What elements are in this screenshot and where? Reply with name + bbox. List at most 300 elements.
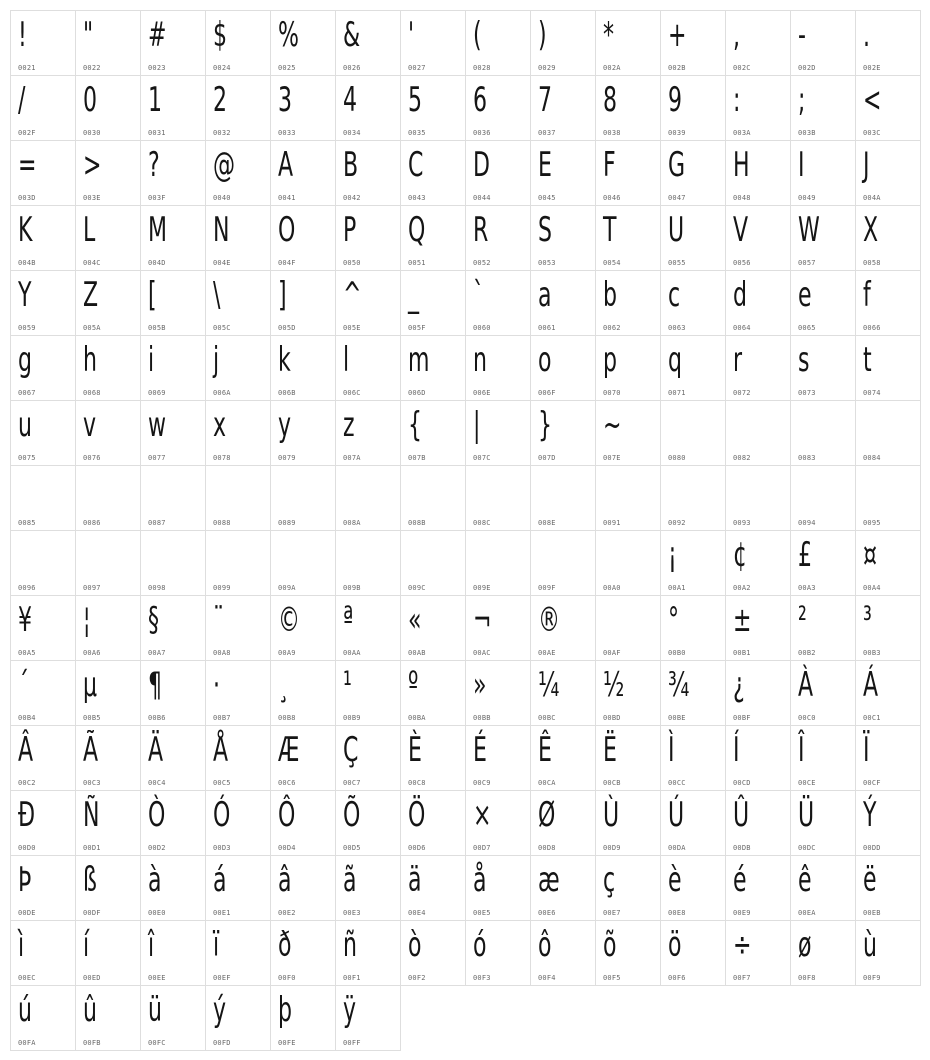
glyph-char: F: [603, 145, 616, 185]
glyph-cell: [466, 11, 531, 76]
glyph-char: c: [668, 275, 681, 315]
glyph-cell: [856, 921, 921, 986]
glyph-cell: [336, 921, 401, 986]
glyph-code: 0055: [668, 259, 686, 267]
glyph-char: å: [473, 860, 487, 900]
glyph-cell: [791, 726, 856, 791]
glyph-code: 00AF: [603, 649, 621, 657]
glyph-char: i: [148, 340, 155, 380]
glyph-char: J: [863, 145, 870, 185]
glyph-char: 0: [83, 80, 98, 120]
glyph-code: 0094: [798, 519, 816, 527]
glyph-cell: [271, 11, 336, 76]
glyph-cell: [596, 206, 661, 271]
glyph-code: 00B1: [733, 649, 751, 657]
glyph-cell: [531, 206, 596, 271]
glyph-char: W: [798, 210, 820, 250]
glyph-cell: [271, 141, 336, 206]
glyph-code: 0086: [83, 519, 101, 527]
glyph-cell: [596, 141, 661, 206]
glyph-cell: [76, 986, 141, 1051]
glyph-char: ]: [278, 275, 287, 315]
glyph-code: 0058: [863, 259, 881, 267]
glyph-char: é: [733, 860, 747, 900]
glyph-char: D: [473, 145, 490, 185]
glyph-code: 0028: [473, 64, 491, 72]
glyph-code: 0065: [798, 324, 816, 332]
glyph-cell: [726, 206, 791, 271]
glyph-char: ª: [343, 600, 354, 640]
glyph-code: 0089: [278, 519, 296, 527]
glyph-code: 00D2: [148, 844, 166, 852]
glyph-cell: [661, 141, 726, 206]
glyph-char: u: [18, 405, 32, 445]
glyph-cell: [141, 856, 206, 921]
glyph-code: 0052: [473, 259, 491, 267]
glyph-char: ¦: [83, 600, 91, 640]
glyph-char: $: [213, 15, 228, 55]
glyph-cell: [596, 76, 661, 141]
glyph-char: ¼: [538, 665, 560, 705]
glyph-char: n: [473, 340, 487, 380]
glyph-cell: [401, 596, 466, 661]
glyph-code: 0033: [278, 129, 296, 137]
glyph-cell: [531, 596, 596, 661]
glyph-cell: [76, 141, 141, 206]
glyph-char: Ë: [603, 730, 617, 770]
glyph-char: Ù: [603, 795, 620, 835]
glyph-code: 00FF: [343, 1039, 361, 1047]
glyph-code: 006B: [278, 389, 296, 397]
glyph-cell: [401, 336, 466, 401]
glyph-char: f: [863, 275, 871, 315]
glyph-cell: [661, 531, 726, 596]
glyph-char: ¿: [733, 665, 745, 705]
glyph-cell: [726, 336, 791, 401]
glyph-code: 00F5: [603, 974, 621, 982]
glyph-char: t: [863, 340, 872, 380]
glyph-code: 00A1: [668, 584, 686, 592]
glyph-cell: [271, 336, 336, 401]
glyph-char: B: [343, 145, 359, 185]
glyph-cell: [466, 336, 531, 401]
glyph-char: g: [18, 340, 32, 380]
glyph-char: ~: [603, 405, 622, 445]
glyph-cell: [76, 336, 141, 401]
glyph-cell: [401, 531, 466, 596]
glyph-cell: [271, 206, 336, 271]
glyph-cell: [856, 466, 921, 531]
glyph-code: 0072: [733, 389, 751, 397]
glyph-code: 00D5: [343, 844, 361, 852]
glyph-cell: [11, 11, 76, 76]
glyph-cell: [466, 856, 531, 921]
glyph-char: ¸: [278, 665, 290, 705]
glyph-cell: [661, 76, 726, 141]
glyph-cell: [271, 986, 336, 1051]
glyph-code: 003A: [733, 129, 751, 137]
glyph-code: 00CA: [538, 779, 556, 787]
glyph-char: _: [408, 275, 420, 315]
glyph-code: 0076: [83, 454, 101, 462]
glyph-cell: [271, 726, 336, 791]
glyph-char: á: [213, 860, 227, 900]
glyph-char: Î: [798, 730, 805, 770]
glyph-cell: [401, 401, 466, 466]
glyph-code: 0036: [473, 129, 491, 137]
glyph-char: ;: [798, 80, 806, 120]
glyph-char: Ó: [213, 795, 231, 835]
glyph-cell: [76, 661, 141, 726]
glyph-code: 00D8: [538, 844, 556, 852]
glyph-char: x: [213, 405, 227, 445]
glyph-cell: [271, 466, 336, 531]
glyph-char: Å: [213, 730, 229, 770]
glyph-char: d: [733, 275, 747, 315]
glyph-code: 00A9: [278, 649, 296, 657]
glyph-code: 00AB: [408, 649, 426, 657]
glyph-cell: [11, 76, 76, 141]
glyph-code: 00F3: [473, 974, 491, 982]
glyph-char: :: [733, 80, 741, 120]
glyph-code: 0045: [538, 194, 556, 202]
glyph-cell: [596, 661, 661, 726]
glyph-cell: [271, 921, 336, 986]
glyph-code: 00BF: [733, 714, 751, 722]
glyph-code: 00CB: [603, 779, 621, 787]
glyph-cell: [726, 76, 791, 141]
glyph-char: ì: [18, 925, 25, 965]
glyph-char: ¤: [863, 535, 878, 575]
glyph-cell: [466, 141, 531, 206]
glyph-cell: [661, 726, 726, 791]
glyph-cell: [726, 271, 791, 336]
glyph-char: S: [538, 210, 552, 250]
glyph-code: 00B0: [668, 649, 686, 657]
glyph-code: 0032: [213, 129, 231, 137]
glyph-char: ø: [798, 925, 812, 965]
glyph-cell: [791, 271, 856, 336]
glyph-code: 00CC: [668, 779, 686, 787]
glyph-code: 00E0: [148, 909, 166, 917]
glyph-cell: [791, 401, 856, 466]
glyph-char: *: [603, 15, 615, 55]
glyph-code: 009C: [408, 584, 426, 592]
glyph-code: 00A0: [603, 584, 621, 592]
glyph-code: 005E: [343, 324, 361, 332]
glyph-cell: [856, 141, 921, 206]
glyph-cell: [661, 336, 726, 401]
glyph-code: 002A: [603, 64, 621, 72]
glyph-cell: [141, 986, 206, 1051]
glyph-cell: [141, 271, 206, 336]
glyph-cell: [726, 661, 791, 726]
glyph-code: 008B: [408, 519, 426, 527]
glyph-code: 0077: [148, 454, 166, 462]
glyph-char: ö: [668, 925, 682, 965]
glyph-code: 0037: [538, 129, 556, 137]
glyph-code: 007D: [538, 454, 556, 462]
glyph-char: 2: [213, 80, 228, 120]
glyph-char: 5: [408, 80, 423, 120]
glyph-char: |: [473, 405, 481, 445]
glyph-cell: [466, 531, 531, 596]
glyph-cell: [206, 531, 271, 596]
glyph-cell: [596, 596, 661, 661]
glyph-cell: [76, 921, 141, 986]
glyph-cell: [271, 856, 336, 921]
glyph-code: 00DA: [668, 844, 686, 852]
glyph-code: 00C9: [473, 779, 491, 787]
glyph-char: «: [408, 600, 422, 640]
glyph-code: 004D: [148, 259, 166, 267]
glyph-cell: [336, 986, 401, 1051]
glyph-code: 00CD: [733, 779, 751, 787]
glyph-char: .: [863, 15, 870, 55]
glyph-code: 0029: [538, 64, 556, 72]
glyph-cell: [336, 856, 401, 921]
glyph-cell: [661, 206, 726, 271]
glyph-code: 00B2: [798, 649, 816, 657]
glyph-char: ä: [408, 860, 422, 900]
glyph-cell: [531, 466, 596, 531]
glyph-code: 0051: [408, 259, 426, 267]
glyph-code: 0084: [863, 454, 881, 462]
glyph-char: 1: [148, 80, 163, 120]
glyph-cell: [531, 401, 596, 466]
glyph-cell: [11, 401, 76, 466]
glyph-code: 00A2: [733, 584, 751, 592]
glyph-char: â: [278, 860, 292, 900]
glyph-cell: [531, 531, 596, 596]
glyph-code: 008C: [473, 519, 491, 527]
glyph-code: 004E: [213, 259, 231, 267]
glyph-code: 0060: [473, 324, 491, 332]
glyph-cell: [76, 271, 141, 336]
glyph-cell: [791, 336, 856, 401]
glyph-code: 004F: [278, 259, 296, 267]
glyph-code: 0031: [148, 129, 166, 137]
glyph-cell: [466, 206, 531, 271]
glyph-code: 00AC: [473, 649, 491, 657]
glyph-code: 0068: [83, 389, 101, 397]
glyph-code: 00CE: [798, 779, 816, 787]
glyph-char: ð: [278, 925, 292, 965]
glyph-code: 0073: [798, 389, 816, 397]
glyph-cell: [206, 271, 271, 336]
glyph-code: 003B: [798, 129, 816, 137]
glyph-code: 00D3: [213, 844, 231, 852]
glyph-cell: [336, 531, 401, 596]
glyph-code: 009A: [278, 584, 296, 592]
glyph-cell: [531, 141, 596, 206]
glyph-cell: [271, 661, 336, 726]
glyph-cell: [856, 11, 921, 76]
glyph-cell: [11, 466, 76, 531]
glyph-code: 00A8: [213, 649, 231, 657]
glyph-cell: [791, 76, 856, 141]
glyph-code: 0095: [863, 519, 881, 527]
glyph-cell: [531, 11, 596, 76]
glyph-char: T: [603, 210, 617, 250]
glyph-cell: [401, 661, 466, 726]
glyph-char: È: [408, 730, 422, 770]
glyph-char: ´: [18, 665, 30, 705]
glyph-code: 00DC: [798, 844, 816, 852]
glyph-code: 00A6: [83, 649, 101, 657]
glyph-cell: [726, 856, 791, 921]
glyph-code: 00C4: [148, 779, 166, 787]
glyph-cell: [401, 271, 466, 336]
glyph-char: Ý: [863, 795, 877, 835]
glyph-cell: [401, 726, 466, 791]
glyph-char: Ü: [798, 795, 815, 835]
glyph-code: 0070: [603, 389, 621, 397]
glyph-cell: [76, 76, 141, 141]
glyph-code: 00BA: [408, 714, 426, 722]
glyph-code: 0049: [798, 194, 816, 202]
glyph-char: o: [538, 340, 552, 380]
glyph-code: 0059: [18, 324, 36, 332]
glyph-char: L: [83, 210, 96, 250]
glyph-char: º: [408, 665, 419, 705]
glyph-char: í: [83, 925, 90, 965]
glyph-char: A: [278, 145, 294, 185]
glyph-char: Ç: [343, 730, 359, 770]
glyph-code: 0074: [863, 389, 881, 397]
glyph-code: 004A: [863, 194, 881, 202]
glyph-code: 0067: [18, 389, 36, 397]
glyph-char: h: [83, 340, 97, 380]
glyph-code: 00F6: [668, 974, 686, 982]
glyph-char: j: [213, 340, 220, 380]
glyph-char: ç: [603, 860, 616, 900]
glyph-code: 00E2: [278, 909, 296, 917]
glyph-code: 008A: [343, 519, 361, 527]
glyph-cell: [531, 271, 596, 336]
glyph-char: ê: [798, 860, 812, 900]
glyph-char: M: [148, 210, 168, 250]
glyph-char: b: [603, 275, 617, 315]
glyph-cell: [661, 856, 726, 921]
glyph-cell: [206, 76, 271, 141]
glyph-cell: [76, 11, 141, 76]
glyph-cell: [206, 466, 271, 531]
glyph-cell: [206, 596, 271, 661]
glyph-char: à: [148, 860, 162, 900]
glyph-cell: [791, 466, 856, 531]
glyph-char: /: [18, 80, 26, 120]
glyph-cell: [596, 791, 661, 856]
glyph-char: ¶: [148, 665, 163, 705]
glyph-cell: [336, 271, 401, 336]
glyph-code: 007E: [603, 454, 621, 462]
glyph-cell: [336, 726, 401, 791]
glyph-cell: [141, 596, 206, 661]
glyph-char: Ä: [148, 730, 164, 770]
glyph-cell: [531, 76, 596, 141]
glyph-cell: [596, 466, 661, 531]
glyph-cell: [401, 11, 466, 76]
glyph-char: Ö: [408, 795, 426, 835]
glyph-code: 00F2: [408, 974, 426, 982]
glyph-code: 00FC: [148, 1039, 166, 1047]
glyph-cell: [661, 596, 726, 661]
glyph-code: 00DD: [863, 844, 881, 852]
glyph-code: 0041: [278, 194, 296, 202]
glyph-code: 0097: [83, 584, 101, 592]
glyph-code: 004C: [83, 259, 101, 267]
glyph-code: 00C1: [863, 714, 881, 722]
glyph-char: #: [148, 15, 167, 55]
glyph-code: 00DF: [83, 909, 101, 917]
glyph-char: ÿ: [343, 990, 357, 1030]
glyph-char: Í: [733, 730, 740, 770]
glyph-char: ½: [603, 665, 625, 705]
glyph-code: 0085: [18, 519, 36, 527]
glyph-cell: [661, 661, 726, 726]
glyph-cell: [791, 596, 856, 661]
glyph-char: ^: [343, 275, 362, 315]
glyph-cell: [11, 661, 76, 726]
glyph-cell: [466, 596, 531, 661]
glyph-char: Ê: [538, 730, 552, 770]
glyph-cell: [726, 141, 791, 206]
glyph-cell: [336, 401, 401, 466]
glyph-char: %: [278, 15, 299, 55]
glyph-cell: [596, 531, 661, 596]
glyph-code: 00BB: [473, 714, 491, 722]
glyph-code: 00B9: [343, 714, 361, 722]
glyph-char: ü: [148, 990, 162, 1030]
glyph-char: ã: [343, 860, 357, 900]
glyph-char: Ú: [668, 795, 685, 835]
glyph-cell: [531, 726, 596, 791]
glyph-char: É: [473, 730, 487, 770]
glyph-char: ò: [408, 925, 422, 965]
glyph-code: 002F: [18, 129, 36, 137]
glyph-cell: [661, 271, 726, 336]
glyph-cell: [856, 726, 921, 791]
glyph-cell: [596, 921, 661, 986]
glyph-code: 006F: [538, 389, 556, 397]
glyph-char: Ø: [538, 795, 556, 835]
glyph-char: @: [213, 145, 236, 185]
glyph-code: 00D1: [83, 844, 101, 852]
glyph-char: ¬: [473, 600, 492, 640]
glyph-code: 0088: [213, 519, 231, 527]
glyph-char: C: [408, 145, 424, 185]
glyph-cell: [206, 11, 271, 76]
glyph-cell: [141, 206, 206, 271]
glyph-cell: [336, 596, 401, 661]
glyph-cell: [791, 791, 856, 856]
glyph-cell: [11, 531, 76, 596]
glyph-code: 002D: [798, 64, 816, 72]
glyph-char: è: [668, 860, 682, 900]
glyph-code: 0098: [148, 584, 166, 592]
glyph-code: 00EC: [18, 974, 36, 982]
glyph-code: 00C2: [18, 779, 36, 787]
glyph-code: 00B8: [278, 714, 296, 722]
glyph-code: 00C0: [798, 714, 816, 722]
glyph-code: 00A4: [863, 584, 881, 592]
glyph-code: 0043: [408, 194, 426, 202]
glyph-cell: [466, 401, 531, 466]
glyph-code: 002B: [668, 64, 686, 72]
glyph-code: 0046: [603, 194, 621, 202]
glyph-code: 00AA: [343, 649, 361, 657]
